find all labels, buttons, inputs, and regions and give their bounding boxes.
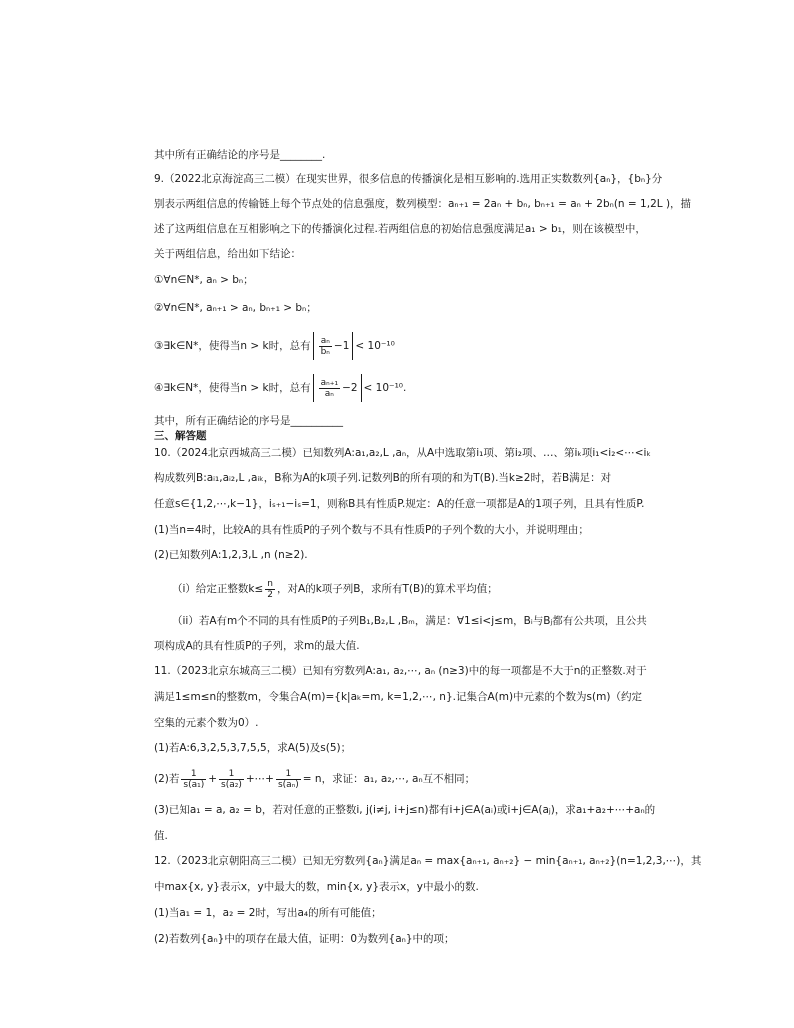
q12-stem-line-1: 12.（2023北京朝阳高三二模）已知无穷数列{aₙ}满足aₙ = max{aₙ₊₁, aₙ₊₂} − min{aₙ₊₁, aₙ₊₂}(n=1,2,3,⋯)，其	[154, 855, 702, 867]
fraction: $\frac{1}{\text{s(a₂)}}$	[221, 768, 242, 790]
q9-stem-line-1: 9.（2022北京海淀高三二模）在现实世界，很多信息的传播演化是相互影响的.选用正实数数列{aₙ}，{bₙ}分	[154, 173, 663, 185]
q9-option-2: ②∀n∈N*, aₙ₊₁ > aₙ, bₙ₊₁ > bₙ；	[154, 302, 317, 314]
prev-question-tail: 其中所有正确结论的序号是________.	[154, 149, 326, 161]
absolute-value: $\frac{\text{aₙ}}{\text{bₙ}}$ −1	[313, 332, 354, 360]
fraction: $\frac{1}{\text{s(a₁)}}$	[183, 768, 205, 790]
q9-answer-blank: 其中，所有正确结论的序号是__________	[154, 415, 343, 427]
q10-part-2-ii-line-2: 项构成A的具有性质P的子列，求m的最大值.	[154, 640, 360, 652]
q10-part-1: (1)当n=4时，比较A的具有性质P的子列个数与不具有性质P的子列个数的大小，并说明理由；	[154, 524, 589, 536]
q12-stem-line-2: 中max{x, y}表示x，y中最大的数，min{x, y}表示x，y中最小的数.	[154, 881, 479, 893]
q10-stem-line-2: 构成数列B:aᵢ₁,aᵢ₂,L ,aᵢₖ，B称为A的k项子列.记数列B的所有项的和为T(B).当k≥2时，若B满足：对	[154, 472, 612, 484]
q9-option-4: ④∃k∈N*，使得当n > k时，总有 $\frac{\text{aₙ₊₁}}{\text{aₙ}}$ −2 < 10⁻¹⁰.	[154, 374, 714, 402]
q9-stem-line-4: 关于两组信息，给出如下结论：	[154, 248, 301, 260]
fraction: $\frac{1}{\text{s(aₙ)}}$	[277, 768, 299, 790]
fraction: $\frac{n}{2}$	[267, 578, 274, 600]
q11-stem-line-2: 满足1≤m≤n的整数m，令集合A(m)={k|aₖ=m, k=1,2,⋯, n}.记集合A(m)中元素的个数为s(m)（约定	[154, 691, 642, 703]
q9-stem-line-3: 述了这两组信息在互相影响之下的传播演化过程.若两组信息的初始信息强度满足a₁ > b₁，则在该模型中，	[154, 223, 646, 235]
section-heading: 三、解答题	[154, 430, 207, 442]
q11-stem-line-1: 11.（2023北京东城高三二模）已知有穷数列A:a₁, a₂,⋯, aₙ (n≥3)中的每一项都是不大于n的正整数.对于	[154, 665, 647, 677]
q11-part-1: (1)若A:6,3,2,5,3,7,5,5，求A(5)及s(5)；	[154, 742, 352, 754]
q10-stem-line-3: 任意s∈{1,2,⋯,k−1}，iₛ₊₁−iₛ=1，则称B具有性质P.规定：A的任意一项都是A的1项子列，且具有性质P.	[154, 498, 645, 510]
q9-option-3: ③∃k∈N*，使得当n > k时，总有 $\frac{\text{aₙ}}{\text{bₙ}}$ −1 < 10⁻¹⁰	[154, 332, 714, 360]
q11-part-2: (2)若 $\frac{1}{\text{s(a₁)}}$ + $\frac{1}{\text{s(a₂)}}$ +⋯+ $\frac{1}{\text{s(aₙ)}}$ = n，求证：a₁, a₂,⋯, aₙ互不相同；	[154, 768, 476, 790]
absolute-value: $\frac{\text{aₙ₊₁}}{\text{aₙ}}$ −2	[313, 374, 362, 402]
q12-part-2: (2)若数列{aₙ}中的项存在最大值，证明：0为数列{aₙ}中的项；	[154, 933, 455, 945]
fraction: $\frac{\text{aₙ₊₁}}{\text{aₙ}}$	[320, 377, 339, 399]
q11-stem-line-3: 空集的元素个数为0）.	[154, 717, 259, 729]
q11-part-3-line-1: (3)已知a₁ = a, a₂ = b，若对任意的正整数i, j(i≠j, i+j≤n)都有i+j∈A(aᵢ)或i+j∈A(aⱼ)，求a₁+a₂+⋯+aₙ的	[154, 804, 656, 816]
fraction: $\frac{\text{aₙ}}{\text{bₙ}}$	[320, 335, 330, 357]
q10-part-2-ii-line-1: （ii）若A有m个不同的具有性质P的子列B₁,B₂,L ,Bₘ，满足：∀1≤i<j≤m，Bᵢ与Bⱼ都有公共项，且公共	[172, 615, 647, 627]
q10-stem-line-1: 10.（2024北京西城高三二模）已知数列A:a₁,a₂,L ,aₙ，从A中选取第i₁项、第i₂项、…、第iₖ项i₁<i₂<⋯<iₖ	[154, 447, 651, 459]
q10-part-2-i: （i）给定正整数k≤ $\frac{n}{2}$ ，对A的k项子列B，求所有T(B)的算术平均值；	[172, 578, 498, 600]
q12-part-1: (1)当a₁ = 1，a₂ = 2时，写出a₄的所有可能值；	[154, 907, 382, 919]
q9-stem-line-2: 别表示两组信息的传输链上每个节点处的信息强度，数列模型：aₙ₊₁ = 2aₙ + bₙ, bₙ₊₁ = aₙ + 2bₙ(n = 1,2L )，描	[154, 198, 692, 210]
q10-part-2: (2)已知数列A:1,2,3,L ,n (n≥2).	[154, 549, 308, 561]
q11-part-3-line-2: 值.	[154, 830, 168, 842]
q9-option-1: ①∀n∈N*, aₙ > bₙ；	[154, 274, 254, 286]
